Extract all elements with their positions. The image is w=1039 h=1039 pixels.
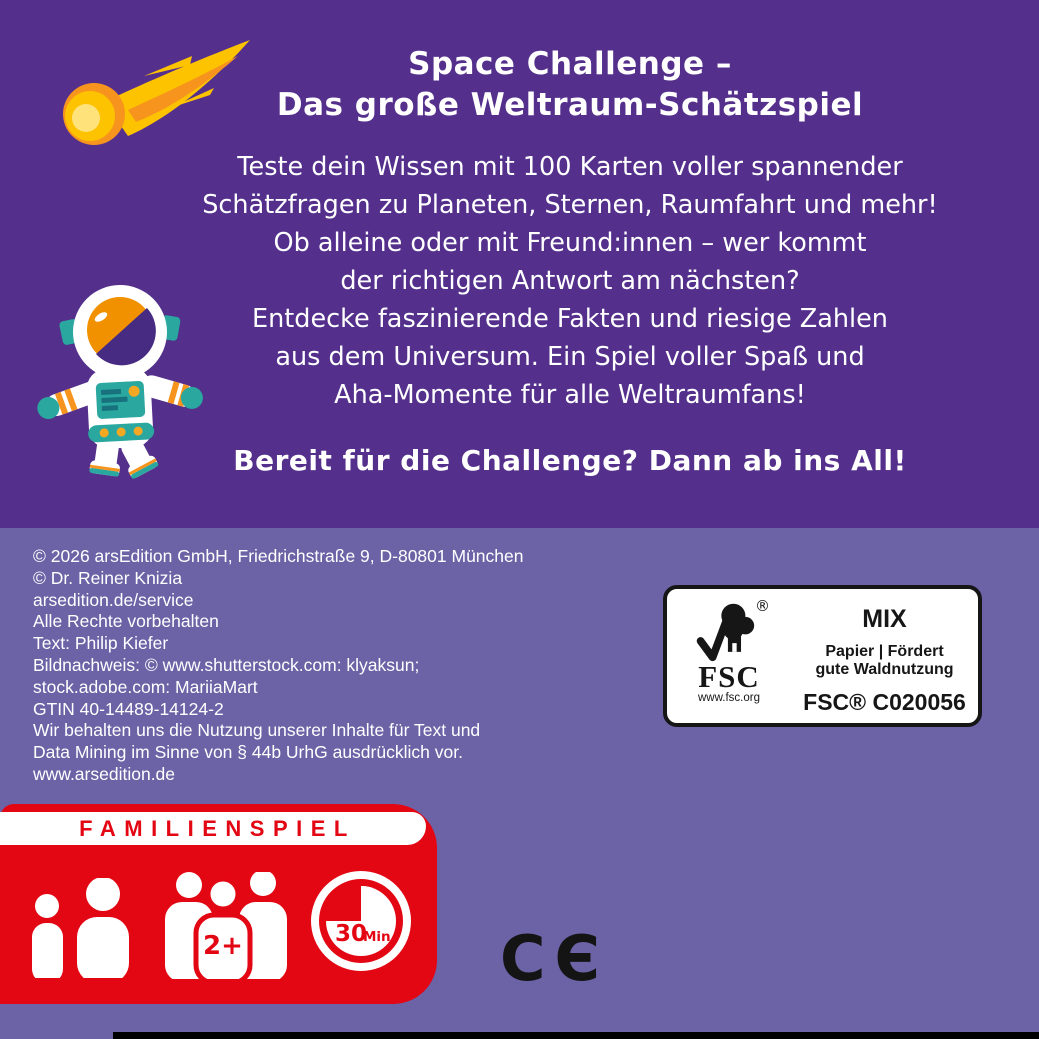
imprint-block — [33, 546, 633, 786]
imprint-line: Alle Rechte vorbehalten — [33, 611, 219, 632]
imprint-line: Wir behalten uns die Nutzung unserer Inhalte für Text und — [33, 720, 481, 741]
fsc-claim — [791, 643, 978, 679]
two-players-icon — [30, 878, 134, 978]
fsc-url: www.fsc.org — [698, 692, 760, 704]
description-line: aus dem Universum. Ein Spiel voller Spaß und — [275, 342, 865, 372]
info-section — [0, 528, 1039, 1039]
bottom-edge-bar — [113, 1032, 1039, 1039]
hero-text-block — [145, 44, 995, 477]
fsc-logo-block — [667, 589, 791, 723]
player-count-icon — [155, 872, 300, 979]
description-line: Schätzfragen zu Planeten, Sternen, Raumfahrt und mehr! — [202, 190, 938, 220]
ce-mark: CЄ — [500, 922, 610, 995]
fsc-text-block — [791, 589, 978, 723]
duration-unit-label: Min — [363, 929, 391, 945]
imprint-line: GTIN 40-14489-14124-2 — [33, 698, 224, 719]
page-title-line1: Space Challenge – — [408, 46, 732, 82]
description-line: der richtigen Antwort am nächsten? — [340, 266, 800, 296]
imprint-line: stock.adobe.com: MariiaMart — [33, 676, 258, 697]
imprint-line: Text: Philip Kiefer — [33, 633, 169, 654]
page-title-line2: Das große Weltraum-Schätzspiel — [276, 87, 864, 123]
family-game-banner — [0, 812, 426, 845]
description-line: Ob alleine oder mit Freund:innen – wer kommt — [273, 228, 867, 258]
imprint-line: Bildnachweis: © www.shutterstock.com: klyaksun; — [33, 654, 420, 675]
astronaut-icon — [35, 262, 205, 482]
fsc-label — [663, 585, 982, 727]
imprint-line: Data Mining im Sinne von § 44b UrhG ausdrücklich vor. — [33, 742, 463, 763]
description-line: Aha-Momente für alle Weltraumfans! — [334, 380, 806, 410]
description-line: Entdecke faszinierende Fakten und riesige Zahlen — [252, 304, 888, 334]
imprint-line: © 2026 arsEdition GmbH, Friedrichstraße 9, D-80801 München — [33, 546, 524, 566]
fsc-claim-line2: gute Waldnutzung — [815, 661, 954, 678]
fsc-mix-label: MIX — [862, 605, 907, 633]
registered-mark: ® — [755, 597, 770, 615]
fsc-tree-icon — [694, 597, 764, 663]
family-game-banner-label: FAMILIENSPIEL — [79, 815, 356, 841]
fsc-claim-line1: Papier | Fördert — [825, 643, 944, 660]
family-game-badge — [0, 804, 437, 1004]
hero-description — [145, 148, 995, 414]
player-count-label: 2+ — [203, 931, 243, 961]
description-line: Teste dein Wissen mit 100 Karten voller spannender — [237, 152, 903, 182]
call-to-action: Bereit für die Challenge? Dann ab ins All! — [233, 444, 907, 477]
imprint-line: © Dr. Reiner Knizia — [33, 567, 183, 588]
duration-clock-icon — [306, 866, 416, 976]
imprint-line: www.arsedition.de — [33, 763, 176, 784]
imprint-line: arsedition.de/service — [33, 589, 194, 610]
fsc-acronym: FSC — [698, 659, 760, 694]
duration-value-label: 30 — [335, 921, 368, 947]
fsc-license-code: FSC® C020056 — [803, 689, 966, 715]
